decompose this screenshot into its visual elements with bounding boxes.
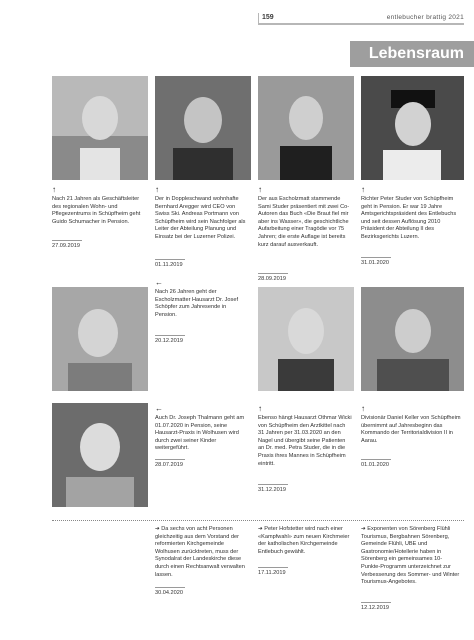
entry-text: Auch Dr. Joseph Thalmann geht am 01.07.2020 in Pension, seine Hausarzt-Praxis in Wolhusen wird durch zwei seiner Kinder weitergeführt.: [155, 415, 245, 452]
entry-text-with-arrow: [258, 526, 352, 556]
right-arrow-icon: ➔: [155, 526, 160, 532]
entry-date: 20.12.2019: [155, 335, 185, 344]
entry-text: Exponenten von Sörenberg Flühli Tourismus, Bergbahnen Sörenberg, Gemeinde Flühli, UBE und Gastronomie/Hotellerie haben in Sörenberg ein gemeinsames 10-Punkte-Programm unterzeichnet zur Verbesserung des Sommer- und Winter Tourismus-Angebotes.: [361, 526, 460, 586]
portrait-photo: [361, 76, 464, 180]
entry-text: Nach 21 Jahren als Geschäftsleiter des regionalen Wohn- und Pflegezentrums in Schüpfheim geht Guido Schumacher in Pension.: [52, 196, 141, 225]
entry-text: Nach 26 Jahren geht der Escholzmatter Hausarzt Dr. Josef Schöpfer zum Jahresende in Pension.: [155, 289, 239, 318]
entry-text: Ebenso hängt Hausarzt Othmar Wicki von Schüpfheim den Arztkittel nach 31 Jahren per 31.03.2020 an den Nagel und übergibt seine Patienten an Dr. med. Petra Studer, die in die Praxis ihres Mannes in Schüpfheim eintritt.: [258, 415, 352, 467]
right-arrow-icon: ➔: [361, 526, 366, 532]
entry-date: 31.01.2020: [361, 257, 391, 266]
up-arrow-icon: ↑: [258, 404, 262, 413]
left-arrow-icon: ←: [155, 404, 163, 413]
entry-text: Der aus Escholzmatt stammende Sami Studer präsentiert mit zwei Co-Autoren das Buch «Die Braut fiel mir aber ins Wasser», die geschichtliche Aufarbeitung einer Tragödie vor 75 Jahren; die erste Auflage ist bereits kurz darauf ausverkauft.: [258, 196, 350, 248]
portrait-photo: [52, 76, 148, 180]
up-arrow-icon: ↑: [258, 185, 262, 194]
dotted-divider: [52, 520, 464, 521]
entry-date: 17.11.2019: [258, 567, 288, 576]
portrait-photo: [361, 287, 464, 391]
entry-text: Richter Peter Studer von Schüpfheim geht in Pension. Er war 19 Jahre Amtsgerichtspräsident des Entlebuchs und seit dessen Auflösung 2010 Präsident der Abteilung II des Bezirksgerichts Luzern.: [361, 196, 457, 240]
entry-date: 27.09.2019: [52, 240, 82, 249]
right-arrow-icon: ➔: [258, 526, 263, 532]
up-arrow-icon: ↑: [361, 185, 365, 194]
entry-text-with-arrow: [155, 526, 249, 579]
up-arrow-icon: ↑: [52, 185, 56, 194]
entry-text: Divisionär Daniel Keller von Schüpfheim übernimmt auf Jahresbeginn das Kommando der Territorialdivision II in Aarau.: [361, 415, 461, 444]
portrait-photo: [52, 287, 148, 391]
publication-title: entlebucher brattig 2021: [386, 14, 464, 21]
entry-date: 31.12.2019: [258, 484, 288, 493]
header-rule: [258, 23, 464, 25]
entry-text: Der in Doppleschwand wohnhafte Bernhard Aregger wird CEO von Swiss Ski. Andreas Portmann von Schüpfheim wird sein Nachfolger als Leiter der Abteilung Planung und Einsatz bei der Luzerner Polizei.: [155, 196, 246, 240]
entry-date: 12.12.2019: [361, 602, 391, 611]
page-number: 159: [262, 14, 274, 21]
up-arrow-icon: ↑: [155, 185, 159, 194]
entry-text: Da sechs von acht Personen gleichzeitig aus dem Vorstand der reformierten Kirchgemeinde Wolhusen zurücktreten, muss der Synodalrat der Landeskirche diese durch einen Rechtsanwalt verwalten lassen.: [155, 526, 245, 578]
left-arrow-icon: ←: [155, 278, 163, 287]
entry-text-with-arrow: [361, 526, 461, 587]
entry-date: 01.01.2020: [361, 459, 391, 468]
entry-date: 30.04.2020: [155, 587, 185, 596]
entry-date: 28.07.2019: [155, 459, 185, 468]
entry-date: 28.09.2019: [258, 273, 288, 282]
entry-text: Peter Hofstetter wird nach einer «Kampfwahl» zum neuen Kirchmeier der katholischen Kirchgemeinde Entlebuch gewählt.: [258, 526, 350, 555]
portrait-photo: [258, 76, 354, 180]
portrait-photo: [52, 403, 148, 507]
up-arrow-icon: ↑: [361, 404, 365, 413]
portrait-photo: [258, 287, 354, 391]
entry-date: 01.11.2019: [155, 259, 185, 268]
portrait-photo: [155, 76, 251, 180]
section-banner: Lebensraum: [350, 41, 474, 67]
